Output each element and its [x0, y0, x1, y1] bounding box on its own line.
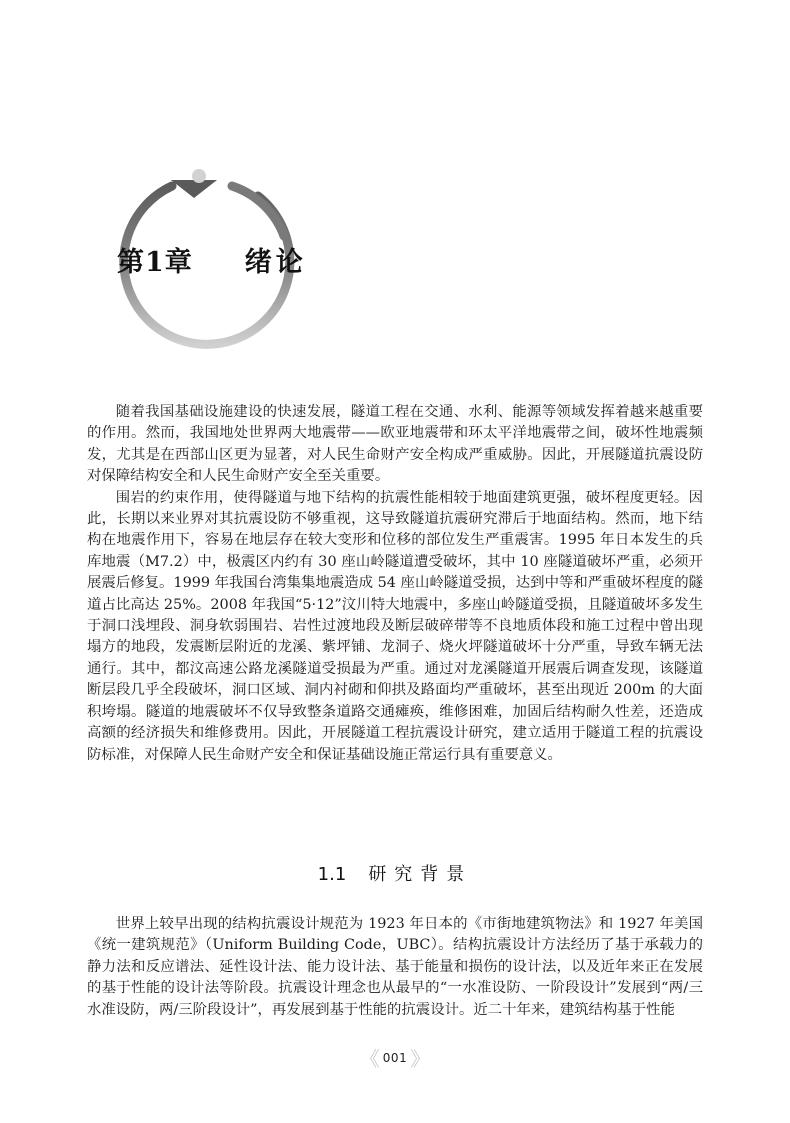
section-heading [0, 860, 790, 886]
right-bracket: 》 [410, 1047, 431, 1071]
paragraph: 世界上较早出现的结构抗震设计规范为 1923 年日本的《市街地建筑物法》和 1927 年美国《统一建筑规范》（Uniform Building Code，UBC）。结构抗震设计方法经历了基于承载力的静力法和反应谱法、延性设计法、能力设计法、基于能量和损伤的设计法，以及近年来正在发展的基于性能的设计法等阶段。抗震设计理念也从最早的“一水准设防、一阶段设计”发展到“两/三水准设防，两/三阶段设计”，再发展到基于性能的抗震设计。近二十年来，建筑结构基于性能 [87, 916, 703, 1018]
chevron-down-icon [171, 180, 217, 198]
page-number: 001 [382, 1050, 408, 1065]
intro-text-block [87, 402, 703, 766]
chapter-dot [192, 169, 206, 183]
paragraph: 随着我国基础设施建设的快速发展，隧道工程在交通、水利、能源等领域发挥着越来越重要的作用。然而，我国地处世界两大地震带——欧亚地震带和环太平洋地震带之间，破坏性地震频发，尤其是在西部山区更为显著，对人民生命财产安全构成严重威胁。因此，开展隧道抗震设防对保障结构安全和人民生命财产安全至关重要。 [87, 404, 703, 485]
chapter-number: 第1章 [117, 247, 193, 278]
chapter-title [117, 240, 307, 279]
section-text-block [87, 914, 703, 1021]
chapter-header-decoration [0, 0, 790, 380]
section-title: 研究背景 [368, 864, 473, 885]
paragraph: 围岩的约束作用，使得隧道与地下结构的抗震性能相较于地面建筑更强，破坏程度更轻。因此，长期以来业界对其抗震设防不够重视，这导致隧道抗震研究滞后于地面结构。然而，地下结构在地震作用下，容易在地层存在较大变形和位移的部位发生严重震害。1995 年日本发生的兵库地震（M7.2）中，极震区内约有 30 座山岭隧道遭受破坏，其中 10 座隧道破坏严重，必须开展震后修复。1999 年我国台湾集集地震造成 54 座山岭隧道受损，达到中等和严重破坏程度的隧道占比高达 25%。2008 年我国“5·12”汶川特大地震中，多座山岭隧道受损，且隧道破坏多发生于洞口浅埋段、洞身软弱围岩、岩性过渡地段及断层破碎带等不良地质体段和施工过程中曾出现塌方的地段，发震断层附近的龙溪、紫坪铺、龙洞子、烧火坪隧道破坏十分严重，导致车辆无法通行。其中，都汶高速公路龙溪隧道受损最为严重。通过对龙溪隧道开展震后调查发现，该隧道断层段几乎全段破坏，洞口区域、洞内衬砌和仰拱及路面均严重破坏，甚至出现近 200m 的大面积垮塌。隧道的地震破坏不仅导致整条道路交通瘫痪，维修困难，加固后结构耐久性差，还造成高额的经济损失和维修费用。因此，开展隧道工程抗震设计研究，建立适用于隧道工程的抗震设防标准，对保障人民生命财产安全和保证基础设施正常运行具有重要意义。 [87, 489, 703, 763]
page-footer [0, 1043, 790, 1072]
section-number: 1.1 [317, 864, 347, 885]
chapter-name: 绪论 [244, 247, 307, 278]
left-bracket: 《 [359, 1047, 380, 1071]
